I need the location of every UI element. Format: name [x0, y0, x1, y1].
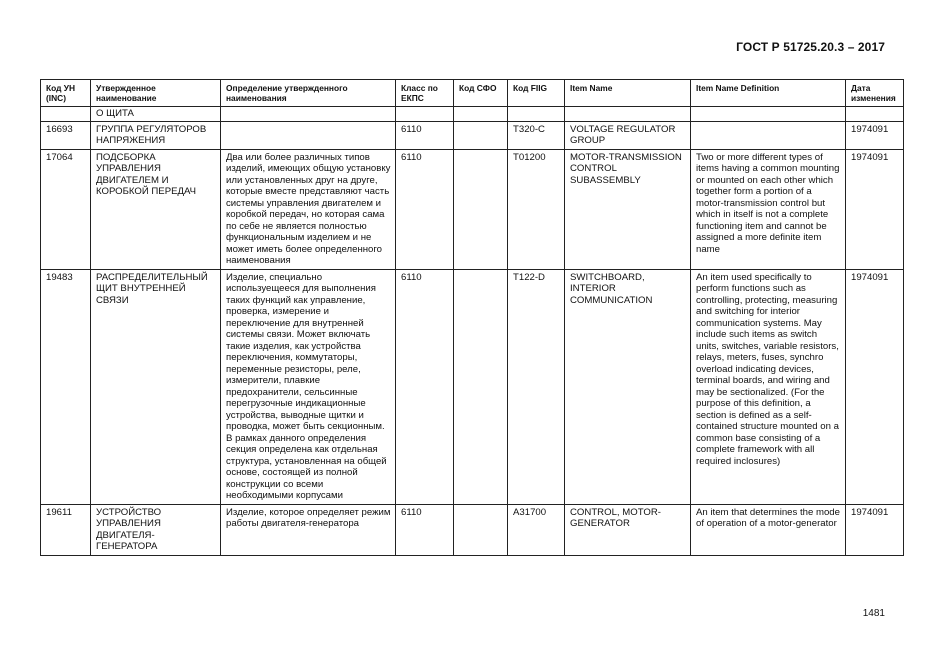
- header-item-name: Item Name: [565, 80, 691, 107]
- document-title: ГОСТ Р 51725.20.3 – 2017: [736, 40, 885, 54]
- cell-inc: 16693: [41, 121, 91, 149]
- header-name-definition: Определение утвержденного наименования: [221, 80, 396, 107]
- cell-change-date: 1974091: [846, 269, 904, 504]
- cell-approved-name: ГРУППА РЕГУЛЯТОРОВ НАПРЯЖЕНИЯ: [91, 121, 221, 149]
- cell-item-name-definition: An item used specifically to perform functions such as controlling, protecting, measuring and switching for interior communication systems. May include such items as switch units, switches, variable resistors, relays, meters, fuses, synchro overload indicating devices, terminal boards, and wiring and may be sectionalized. (For the purpose of this definition, a section is defined as a self-contained structure mounted on a common base consisting of a complete framework with all required inclosures): [691, 269, 846, 504]
- cell-approved-name: ПОДСБОРКА УПРАВЛЕНИЯ ДВИГАТЕЛЕМ И КОРОБКОЙ ПЕРЕДАЧ: [91, 149, 221, 269]
- cell-name-definition: Изделие, которое определяет режим работы двигателя-генератора: [221, 504, 396, 555]
- header-fiig-code: Код FIIG: [508, 80, 565, 107]
- cell-item-name-definition: An item that determines the mode of operation of a motor-generator: [691, 504, 846, 555]
- cell-name-definition: [221, 121, 396, 149]
- cell-ekps-class: 6110: [396, 121, 454, 149]
- cell-sfo-code: [454, 121, 508, 149]
- table-row: [41, 121, 904, 149]
- cell-name-definition: Два или более различных типов изделий, имеющих общую установку или установленных друг на друге, которые вместе представляют часть системы управления двигателем и коробкой передач, но которая сама по себе не является полностью функциональным изделием и не может иметь более определенного наименования: [221, 149, 396, 269]
- cell-sfo-code: [454, 149, 508, 269]
- table-header-row: [41, 80, 904, 107]
- cell-sfo-code: [454, 269, 508, 504]
- cell-fiig-code: A31700: [508, 504, 565, 555]
- cell-inc: 19483: [41, 269, 91, 504]
- cell-ekps-class: 6110: [396, 269, 454, 504]
- header-item-name-definition: Item Name Definition: [691, 80, 846, 107]
- table-row: [41, 504, 904, 555]
- cell-item-name: SWITCHBOARD, INTERIOR COMMUNICATION: [565, 269, 691, 504]
- cell-inc: 19611: [41, 504, 91, 555]
- continuation-row: [41, 107, 904, 122]
- cell-change-date: 1974091: [846, 121, 904, 149]
- header-approved-name: Утвержденное наименование: [91, 80, 221, 107]
- header-ekps-class: Класс по ЕКПС: [396, 80, 454, 107]
- cell-item-name: VOLTAGE REGULATOR GROUP: [565, 121, 691, 149]
- cell-ekps-class: 6110: [396, 149, 454, 269]
- cell-item-name: CONTROL, MOTOR-GENERATOR: [565, 504, 691, 555]
- continuation-cell-inc: [41, 107, 91, 122]
- page-number: 1481: [862, 608, 885, 619]
- cell-approved-name: РАСПРЕДЕЛИТЕЛЬНЫЙ ЩИТ ВНУТРЕННЕЙ СВЯЗИ: [91, 269, 221, 504]
- cell-approved-name: УСТРОЙСТВО УПРАВЛЕНИЯ ДВИГАТЕЛЯ-ГЕНЕРАТОРА: [91, 504, 221, 555]
- header-change-date: Дата изменения: [846, 80, 904, 107]
- cell-fiig-code: T122-D: [508, 269, 565, 504]
- item-name-table: [40, 79, 904, 556]
- cell-name-definition: Изделие, специально используещееся для выполнения таких функций как управление, проверка, измерение и переключение для внутренней системы связи. Может включать такие изделия, как устройства переключения, коммутаторы, переменные резисторы, реле, измерители, плавкие предохранители, сельсинные перегрузочные индикационные устройства, выводные щитки и проводка, может быть секционным. В рамках данного определения секция определена как отдельная структура, установленная на общей основе, состоящей из полной конструкции со всеми необходимыми корпусами: [221, 269, 396, 504]
- header-inc: Код УН (INC): [41, 80, 91, 107]
- cell-inc: 17064: [41, 149, 91, 269]
- table-row: [41, 269, 904, 504]
- table-row: [41, 149, 904, 269]
- continuation-text: О ЩИТА: [91, 107, 221, 122]
- cell-item-name-definition: [691, 121, 846, 149]
- cell-item-name: MOTOR-TRANSMISSION CONTROL SUBASSEMBLY: [565, 149, 691, 269]
- cell-fiig-code: T01200: [508, 149, 565, 269]
- header-sfo-code: Код СФО: [454, 80, 508, 107]
- cell-ekps-class: 6110: [396, 504, 454, 555]
- cell-item-name-definition: Two or more different types of items having a common mounting or mounted on each other which together form a portion of a motor-transmission control but which in itself is not a complete functioning item and cannot be assigned a more definite item name: [691, 149, 846, 269]
- cell-fiig-code: T320-C: [508, 121, 565, 149]
- cell-sfo-code: [454, 504, 508, 555]
- cell-change-date: 1974091: [846, 149, 904, 269]
- cell-change-date: 1974091: [846, 504, 904, 555]
